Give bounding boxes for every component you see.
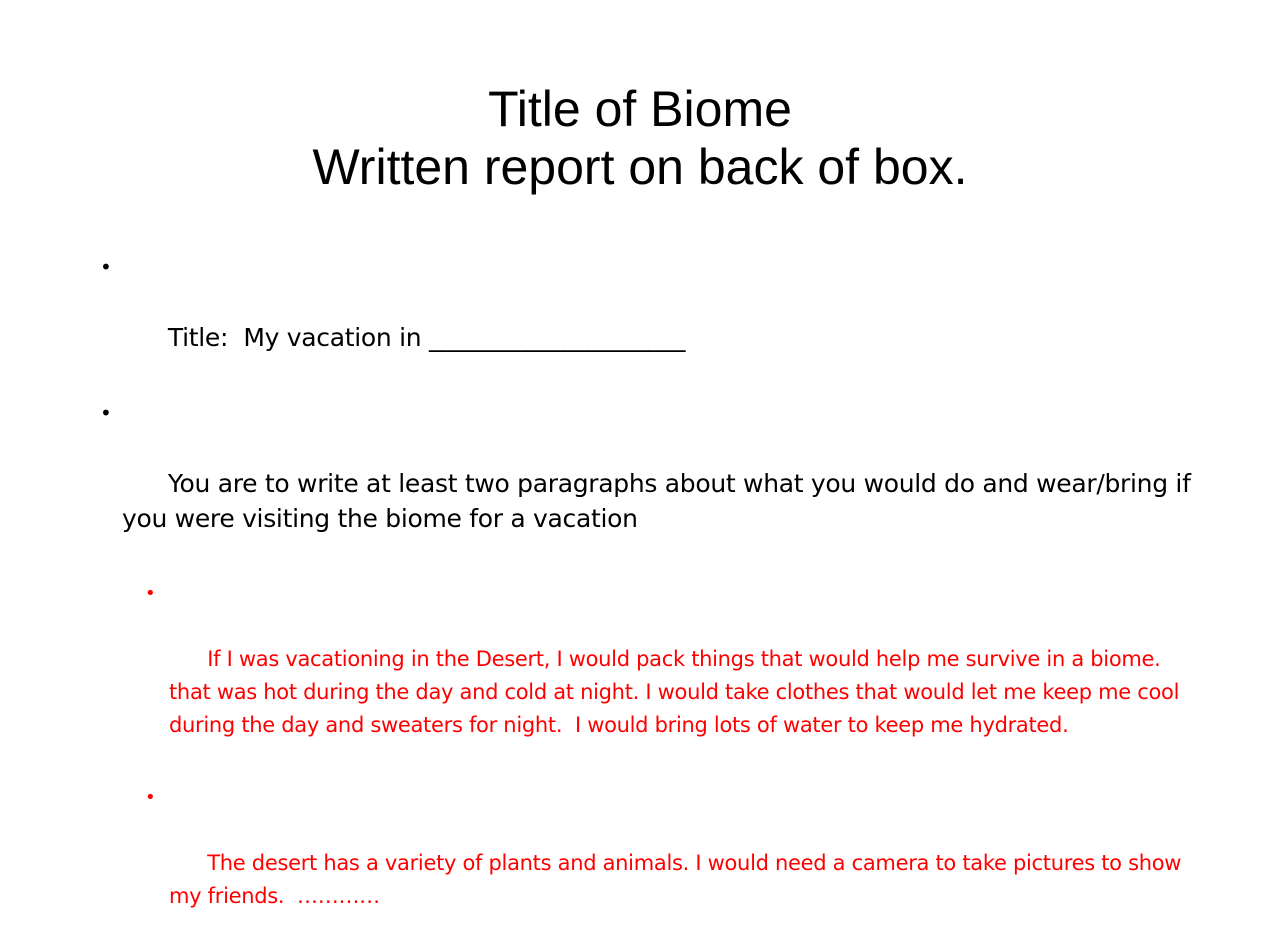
bullet-text: You are to write at least two paragraphs about what you would do and wear/bring if you were visiting the biome for a vacation bbox=[122, 469, 1199, 533]
slide-body bbox=[100, 250, 1210, 952]
sub-bullet-example-2 bbox=[145, 781, 1210, 946]
title-line-2: Written report on back of box. bbox=[312, 139, 968, 195]
title-line-1: Title of Biome bbox=[488, 81, 792, 137]
bullet-marker: • bbox=[100, 401, 112, 425]
bullet-paragraph-instruction bbox=[100, 396, 1210, 571]
sub-bullet-text: The desert has a variety of plants and animals. I would need a camera to take pictures to show my friends. ………… bbox=[169, 851, 1188, 908]
bullet-text: Title: My vacation in _____________________ bbox=[167, 323, 686, 352]
sub-bullet-example-1 bbox=[145, 577, 1210, 775]
bullet-marker: • bbox=[100, 255, 112, 279]
sub-bullet-marker: • bbox=[145, 583, 156, 604]
sub-bullet-marker: • bbox=[145, 787, 156, 808]
bullet-title-instruction bbox=[100, 250, 1210, 390]
slide-title bbox=[80, 80, 1200, 196]
sub-bullet-text: If I was vacationing in the Desert, I would pack things that would help me survive in a biome. that was hot during the day and cold at night. I would take clothes that would let me keep me cool during the day and sweaters for night. I would bring lots of water to keep me hydrated. bbox=[169, 647, 1186, 737]
